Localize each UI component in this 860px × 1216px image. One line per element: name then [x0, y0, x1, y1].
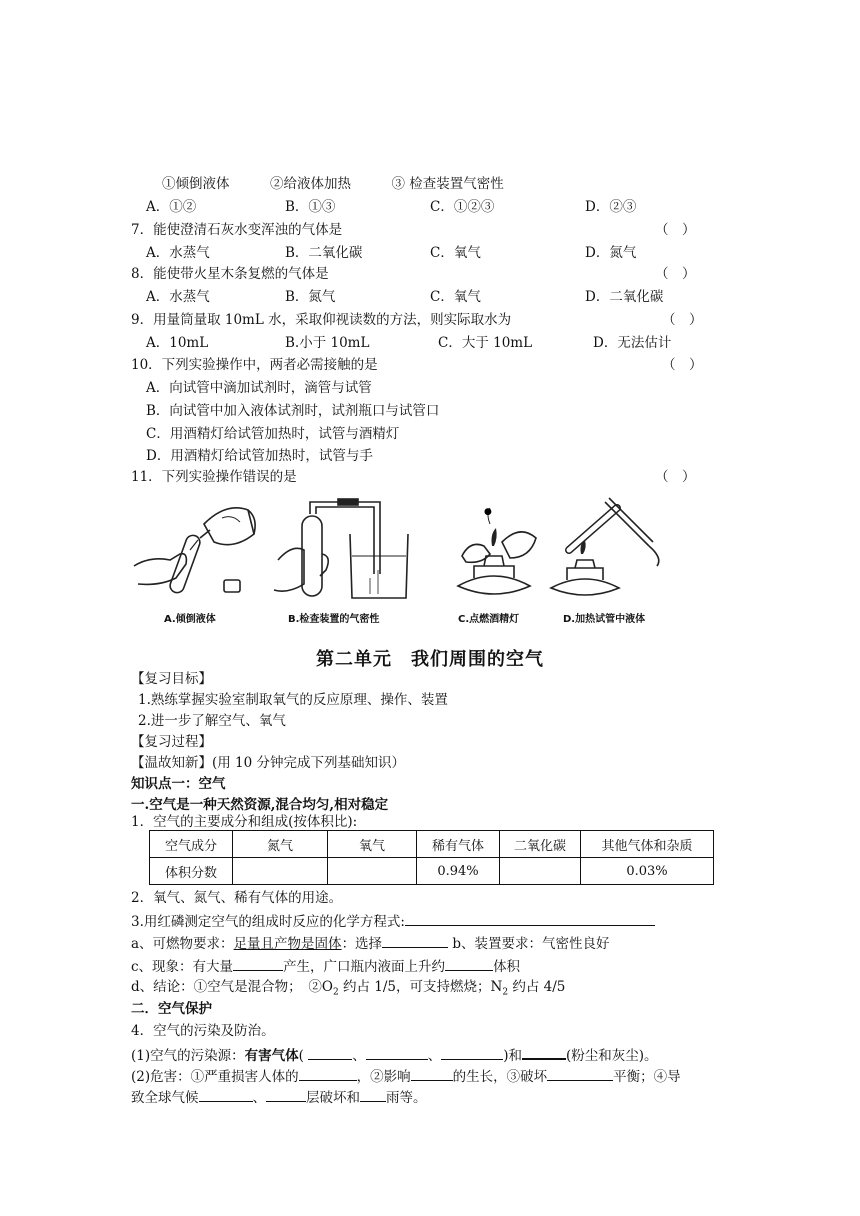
warmup-line [131, 753, 405, 773]
c-line-mid: 产生，广口瓶内液面上升约 [283, 959, 446, 975]
caption-a: A.倾倒液体 [164, 614, 216, 625]
harm-line-2 [131, 1086, 427, 1108]
q7-answer-paren: （ ） [655, 222, 696, 238]
caption-b: B.检查装置的气密性 [288, 614, 380, 625]
p2-t2: ，②影响 [356, 1069, 411, 1085]
review-process-heading: 【复习过程】 [131, 734, 212, 750]
equation-blank [405, 910, 655, 926]
table-cell [328, 858, 417, 885]
q6-option-a: A．①② [146, 199, 197, 215]
q6-items: ①倾倒液体 ②给液体加热 ③ 检查装置气密性 [162, 176, 504, 192]
q8-option-a: A．水蒸气 [146, 289, 210, 305]
p3-pre: 致全球气候 [131, 1090, 199, 1106]
q10-answer-paren: （ ） [662, 357, 703, 373]
p2-t3: 的生长，③破坏 [452, 1069, 548, 1085]
knowledge-point-1: 知识点一：空气 [131, 776, 226, 792]
q8-stem: 8．能使带火星木条复燃的气体是 [131, 266, 329, 282]
p3-t3: 雨等。 [386, 1090, 427, 1106]
heat-test-tube-illustration [545, 494, 675, 606]
item-1: 1．空气的主要成分和组成(按体积比): [131, 814, 358, 830]
table-header: 氮气 [233, 831, 328, 858]
rain-blank [360, 1086, 386, 1102]
harm-line [131, 1065, 681, 1087]
ozone-blank [266, 1086, 306, 1102]
climate-blank [199, 1086, 253, 1102]
q8-option-d: D．二氧化碳 [585, 289, 664, 305]
harm-blank-1 [299, 1065, 357, 1081]
caption-d: D.加热试管中液体 [563, 614, 646, 625]
q6-option-c: C．①②③ [430, 199, 495, 215]
q10-option-b: B．向试管中加入液体试剂时，试剂瓶口与试管口 [146, 403, 440, 419]
a-line [131, 932, 610, 954]
p1-close: )和 [503, 1048, 522, 1064]
d-line-post: 约占 4/5 [508, 979, 566, 995]
item-4: 4．空气的污染及防治。 [131, 1023, 275, 1039]
d-line-pre: d、结论：①空气是混合物； ②O [131, 979, 333, 995]
table-cell: 0.03% [581, 858, 714, 885]
q6-option-d: D．②③ [585, 199, 637, 215]
airtightness-check-illustration [270, 494, 420, 606]
q11-answer-paren: （ ） [655, 469, 696, 485]
harm-blank-2 [411, 1065, 453, 1081]
q6-option-b: B．①③ [285, 199, 336, 215]
warmup-heading: 【温故知新】 [131, 755, 212, 771]
a-line-mid: ：选择 [341, 936, 383, 952]
table-header: 其他气体和杂质 [581, 831, 714, 858]
pour-liquid-illustration [130, 494, 270, 606]
review-goal-heading: 【复习目标】 [131, 671, 212, 687]
q9-option-b: B.小于 10mL [285, 335, 370, 351]
a-line-pre: a、可燃物要求： [131, 936, 234, 952]
q11-stem: 11．下列实验操作错误的是 [131, 469, 297, 485]
p1-pre: (1)空气的污染源： [131, 1048, 245, 1064]
table-header: 空气成分 [150, 831, 233, 858]
gas-blank-1 [308, 1044, 352, 1060]
air-composition-table [149, 830, 714, 885]
light-alcohol-lamp-illustration [440, 494, 550, 606]
volume-blank [445, 955, 493, 971]
dust-blank [522, 1043, 566, 1060]
q9-answer-paren: （ ） [662, 312, 703, 328]
p1-open: ( [298, 1048, 309, 1064]
p2-pre: (2)危害：①严重损害人体的 [131, 1069, 299, 1085]
warmup-note: (用 10 分钟完成下列基础知识） [212, 755, 406, 771]
item-2: 2．氧气、氮气、稀有气体的用途。 [131, 890, 343, 906]
p3-sep: 、 [252, 1090, 266, 1106]
phenomenon-blank [233, 955, 283, 971]
q10-option-a: A．向试管中滴加试剂时，滴管与试管 [146, 380, 372, 396]
table-header-row [150, 831, 714, 858]
q7-stem: 7．能使澄清石灰水变浑浊的气体是 [131, 222, 343, 238]
section-2-heading: 二．空气保护 [131, 1001, 212, 1017]
q8-option-b: B．氮气 [285, 289, 336, 305]
p1-bold: 有害气体 [244, 1048, 299, 1064]
table-cell [500, 858, 581, 885]
caption-c: C.点燃酒精灯 [458, 614, 520, 625]
table-row [150, 858, 714, 885]
c-line-post: 体积 [493, 959, 521, 975]
table-header: 氧气 [328, 831, 417, 858]
p1-post: (粉尘和灰尘)。 [565, 1048, 658, 1064]
p2-t4: 平衡；④导 [613, 1069, 681, 1085]
q7-option-a: A．水蒸气 [146, 245, 210, 261]
p1-sep-2: 、 [427, 1048, 442, 1064]
goal-1: 1.熟练掌握实验室制取氧气的反应原理、操作、装置 [138, 692, 448, 708]
gas-blank-3 [441, 1044, 503, 1060]
q9-option-d: D．无法估计 [593, 335, 672, 351]
item-3 [131, 910, 655, 932]
d-line-sub: 2 [332, 987, 339, 998]
q10-option-c: C．用酒精灯给试管加热时，试管与酒精灯 [146, 426, 400, 442]
q10-option-d: D．用酒精灯给试管加热时，试管与手 [146, 448, 373, 464]
p1-sep-1: 、 [352, 1048, 366, 1064]
q9-option-c: C．大于 10mL [438, 335, 533, 351]
c-line-pre: c、现象：有大量 [131, 959, 234, 975]
svg-text:●: ● [484, 507, 492, 517]
pollution-sources-line [131, 1043, 658, 1066]
item-3-text: 3.用红磷测定空气的组成时反应的化学方程式: [131, 914, 405, 930]
q7-option-b: B．二氧化碳 [285, 245, 363, 261]
table-row-label: 体积分数 [150, 858, 233, 885]
q9-stem: 9．用量筒量取 10mL 水，采取仰视读数的方法，则实际取水为 [131, 312, 512, 328]
q8-option-c: C．氧气 [430, 289, 481, 305]
d-line-sub2: 2 [502, 987, 509, 998]
a-line-post: b、装置要求：气密性良好 [448, 936, 610, 952]
c-line [131, 955, 520, 977]
q7-option-c: C．氧气 [430, 245, 481, 261]
q9-option-a: A．10mL [146, 335, 209, 351]
table-header: 二氧化碳 [500, 831, 581, 858]
q8-answer-paren: （ ） [655, 266, 696, 282]
unit-title: 第二单元 我们周围的空气 [316, 649, 544, 670]
q10-stem: 10．下列实验操作中，两者必需接触的是 [131, 357, 378, 373]
goal-2: 2.进一步了解空气、氧气 [138, 713, 286, 729]
harm-blank-3 [547, 1065, 613, 1081]
q7-option-d: D．氮气 [585, 245, 637, 261]
table-header: 稀有气体 [417, 831, 500, 858]
d-line-mid: 约占 1/5，可支持燃烧；N [338, 979, 503, 995]
p3-t2: 层破坏和 [306, 1090, 360, 1106]
table-cell: 0.94% [417, 858, 500, 885]
a-line-underlined: 足量且产物是固体 [233, 936, 342, 952]
table-cell [233, 858, 328, 885]
gas-blank-2 [366, 1044, 428, 1060]
section-1-heading: 一.空气是一种天然资源,混合均匀,相对稳定 [131, 797, 389, 813]
choose-blank [382, 932, 448, 948]
